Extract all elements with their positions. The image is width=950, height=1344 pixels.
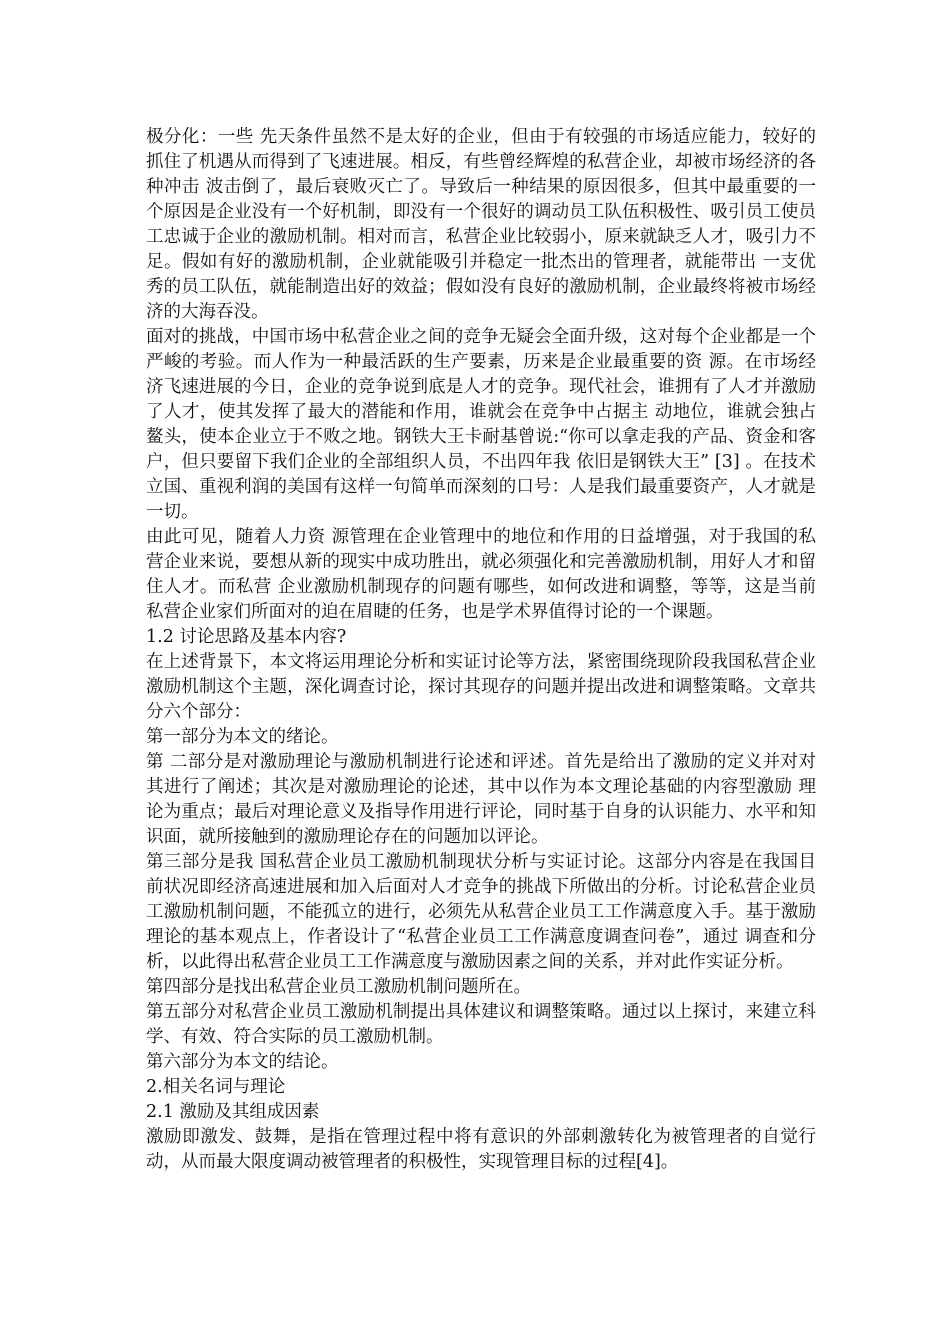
- paragraph-part-one: 第一部分为本文的绪论。: [146, 727, 339, 747]
- section-heading-2: 2.相关名词与理论: [146, 1077, 286, 1097]
- paragraph-part-four: 第四部分是找出私营企业员工激励机制问题所在。: [146, 977, 531, 997]
- paragraph-part-six: 第六部分为本文的结论。: [146, 1052, 339, 1072]
- paragraph-part-five: 第五部分对私营企业员工激励机制提出具体建议和调整策略。通过以上探讨，来建立科学、有效、符合实际的员工激励机制。: [146, 1002, 816, 1047]
- document-body: [146, 125, 816, 1175]
- section-heading-1-2: 1.2 讨论思路及基本内容?: [146, 627, 347, 647]
- paragraph-challenge: 面对的挑战，中国市场中私营企业之间的竞争无疑会全面升级，这对每个企业都是一个严峻的考验。而人作为一种最活跃的生产要素，历来是企业最重要的资 源。在市场经济飞速进展的今日，企业的竞争说到底是人才的竞争。现代社会，谁拥有了人才并激励了人才，使其发挥了最大的潜能和作用，谁就会在竞争中占据主 动地位，谁就会独占鳌头，使本企业立于不败之地。钢铁大王卡耐基曾说:“你可以拿走我的产品、资金和客户，但只要留下我们企业的全部组织人员，不出四年我 依旧是钢铁大王” [3] 。在技术立国、重视利润的美国有这样一句简单而深刻的口号：人是我们最重要资产，人才就是一切。: [146, 327, 816, 522]
- paragraph-polarization: 极分化：一些 先天条件虽然不是太好的企业，但由于有较强的市场适应能力，较好的抓住了机遇从而得到了飞速进展。相反，有些曾经辉煌的私营企业，却被市场经济的各种冲击 波击倒了，最后衰败灭亡了。导致后一种结果的原因很多，但其中最重要的一个原因是企业没有一个好机制，即没有一个很好的调动员工队伍积极性、吸引员工使员 工忠诚于企业的激励机制。相对而言，私营企业比较弱小，原来就缺乏人才，吸引力不足。假如有好的激励机制，企业就能吸引并稳定一批杰出的管理者，就能带出 一支优秀的员工队伍，就能制造出好的效益；假如没有良好的激励机制，企业最终将被市场经济的大海吞没。: [146, 127, 816, 322]
- paragraph-background: 在上述背景下，本文将运用理论分析和实证讨论等方法，紧密围绕现阶段我国私营企业激励机制这个主题，深化调查讨论，探讨其现存的问题并提出改进和调整策略。文章共分六个部分：: [146, 652, 816, 722]
- paragraph-part-three: 第三部分是我 国私营企业员工激励机制现状分析与实证讨论。这部分内容是在我国目前状况即经济高速进展和加入后面对人才竞争的挑战下所做出的分析。讨论私营企业员 工激励机制问题，不能孤立的进行，必须先从私营企业员工工作满意度入手。基于激励理论的基本观点上，作者设计了“私营企业员工工作满意度调查问卷”，通过 调查和分析，以此得出私营企业员工工作满意度与激励因素之间的关系，并对此作实证分析。: [146, 852, 816, 972]
- section-heading-2-1: 2.1 激励及其组成因素: [146, 1102, 320, 1122]
- paragraph-motivation-definition: 激励即激发、鼓舞，是指在管理过程中将有意识的外部刺激转化为被管理者的自觉行动，从而最大限度调动被管理者的积极性，实现管理目标的过程[4]。: [146, 1127, 816, 1172]
- paragraph-conclusion-intro: 由此可见，随着人力资 源管理在企业管理中的地位和作用的日益增强，对于我国的私营企业来说，要想从新的现实中成功胜出，就必须强化和完善激励机制，用好人才和留住人才。而私营 企业激励机制现存的问题有哪些，如何改进和调整，等等，这是当前私营企业家们所面对的迫在眉睫的任务，也是学术界值得讨论的一个课题。: [146, 527, 816, 622]
- paragraph-part-two: 第 二部分是对激励理论与激励机制进行论述和评述。首先是给出了激励的定义并对对其进行了阐述；其次是对激励理论的论述，其中以作为本文理论基础的内容型激励 理论为重点；最后对理论意义及指导作用进行评论，同时基于自身的认识能力、水平和知识面，就所接触到的激励理论存在的问题加以评论。: [146, 752, 816, 847]
